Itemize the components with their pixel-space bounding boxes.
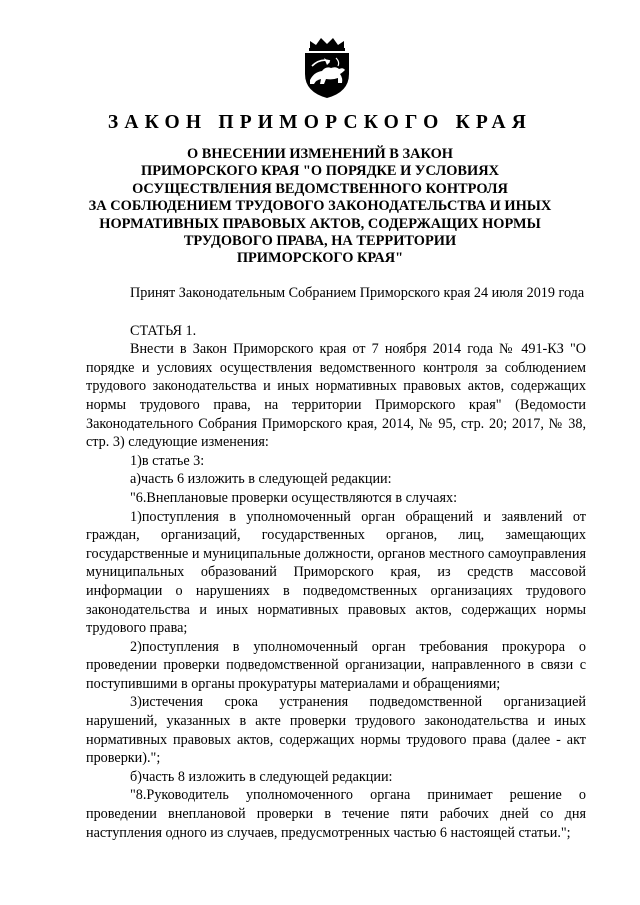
subitem-1: 1)поступления в уполномоченный орган обращений и заявлений от граждан, организаций, государственных органов, лиц, замещающих государственные и муниципальные должности, органов местного самоуправления муниципальных образований Приморского края, из средств массовой информации о нарушениях в подведомственных организациях трудового законодательства и иных нормативных правовых актов, содержащих нормы трудового права; bbox=[86, 508, 586, 637]
coat-of-arms-emblem bbox=[300, 36, 354, 100]
heading-line: ТРУДОВОГО ПРАВА, НА ТЕРРИТОРИИ bbox=[183, 233, 457, 250]
item-1: 1)в статье 3: bbox=[130, 452, 205, 469]
heading-line: НОРМАТИВНЫХ ПРАВОВЫХ АКТОВ, СОДЕРЖАЩИХ НОРМЫ bbox=[99, 215, 541, 232]
item-1a: а)часть 6 изложить в следующей редакции: bbox=[130, 471, 392, 488]
article-label: СТАТЬЯ 1. bbox=[130, 322, 197, 339]
heading-line: ЗА СОБЛЮДЕНИЕМ ТРУДОВОГО ЗАКОНОДАТЕЛЬСТВА И ИНЫХ bbox=[88, 198, 552, 215]
heading-line: ПРИМОРСКОГО КРАЯ" bbox=[236, 250, 404, 267]
subitem-2: 2)поступления в уполномоченный орган требования прокурора о проведении проверки подведомственной организации, направленного в связи с поступившими в органы прокуратуры материалами и обращениями; bbox=[86, 638, 586, 692]
item-1a-quote: "6.Внеплановые проверки осуществляются в случаях: bbox=[130, 489, 458, 506]
heading-line: О ВНЕСЕНИИ ИЗМЕНЕНИЙ В ЗАКОН bbox=[187, 146, 453, 162]
law-heading bbox=[60, 146, 580, 268]
law-title: ЗАКОН ПРИМОРСКОГО КРАЯ bbox=[107, 112, 533, 133]
adoption-note: Принят Законодательным Собранием Приморского края 24 июля 2019 года bbox=[130, 285, 585, 301]
item-1b-quote: "8.Руководитель уполномоченного органа принимает решение о проведении внеплановой проверки в течение пяти рабочих дней со дня наступления одного из случаев, предусмотренных частью 6 настоящей статьи."; bbox=[86, 787, 586, 841]
heading-line: ПРИМОРСКОГО КРАЯ "О ПОРЯДКЕ И УСЛОВИЯХ bbox=[141, 163, 499, 180]
paragraph-intro: Внести в Закон Приморского края от 7 ноября 2014 года № 491-КЗ "О порядке и условиях осуществления ведомственного контроля за соблюдением трудового законодательства и иных нормативных правовых актов, содержащих нормы трудового права, на территории Приморского края" (Ведомости Законодательного Собрания Приморского края, 2014, № 95, стр. 20; 2017, № 38, стр. 3) следующие изменения: bbox=[86, 341, 586, 451]
heading-line: ОСУЩЕСТВЛЕНИЯ ВЕДОМСТВЕННОГО КОНТРОЛЯ bbox=[132, 180, 508, 197]
subitem-3: 3)истечения срока устранения подведомственной организацией нарушений, указанных в акте проверки трудового законодательства и иных нормативных правовых актов, содержащих нормы трудового права (далее - акт проверки)."; bbox=[86, 694, 586, 767]
law-body bbox=[86, 284, 586, 842]
item-1b: б)часть 8 изложить в следующей редакции: bbox=[130, 768, 393, 785]
